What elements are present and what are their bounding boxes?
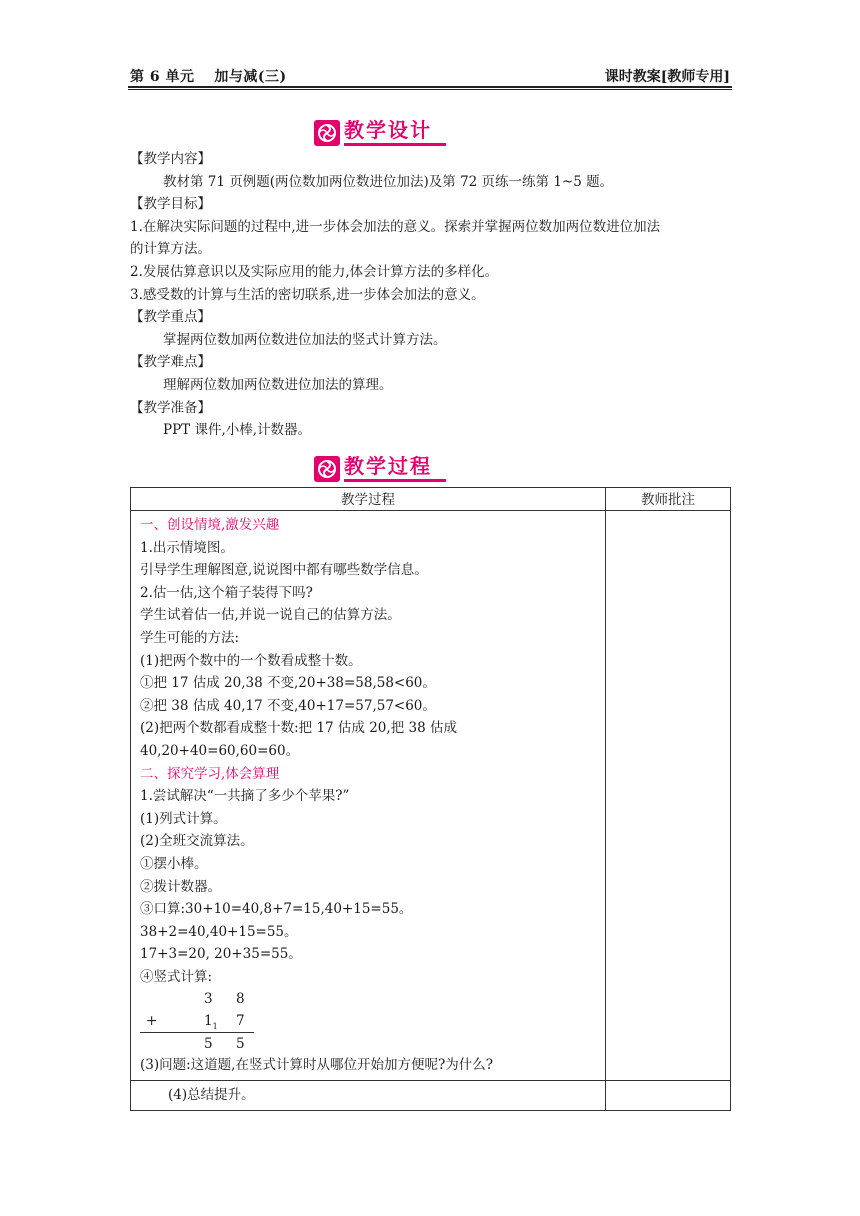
table-row — [131, 1081, 731, 1111]
column-header-process: 教学过程 — [131, 488, 606, 511]
process-line: 38+2=40,40+15=55。 — [140, 923, 298, 940]
process-line: (1)把两个数中的一个数看成整十数。 — [140, 652, 362, 669]
process-line: ②拨计数器。 — [140, 878, 221, 895]
section-banner-design — [314, 118, 446, 146]
goal-1-cont: 的计算方法。 — [130, 241, 211, 258]
digit: 1 — [204, 1013, 213, 1030]
section-1-title: 一、创设情境,激发兴趣 — [140, 517, 280, 533]
digit: 7 — [236, 1013, 245, 1030]
key-text: 掌握两位数加两位数进位加法的竖式计算方法。 — [163, 331, 447, 348]
section-title: 教学设计 — [344, 117, 446, 146]
swirl-logo-icon — [314, 120, 340, 146]
notes-cell — [606, 1081, 731, 1111]
process-line: 引导学生理解图意,说说图中都有哪些数学信息。 — [140, 562, 428, 579]
goal-1: 1.在解决实际问题的过程中,进一步体会加法的意义。探索并掌握两位数加两位数进位加法 — [130, 218, 661, 235]
digit: 3 — [204, 991, 213, 1008]
goal-2: 2.发展估算意识以及实际应用的能力,体会计算方法的多样化。 — [130, 263, 499, 280]
content-heading: 【教学内容】 — [130, 151, 211, 167]
digit: 5 — [236, 1036, 245, 1053]
process-line: 1.尝试解决“一共摘了多少个苹果?” — [140, 788, 350, 805]
section-2-title: 二、探究学习,体会算理 — [140, 765, 280, 782]
digit: 5 — [204, 1036, 213, 1053]
goal-3: 3.感受数的计算与生活的密切联系,进一步体会加法的意义。 — [130, 286, 485, 303]
digit: 8 — [236, 991, 245, 1008]
content-text: 教材第 71 页例题(两位数加两位数进位加法)及第 72 页练一练第 1~5 题。 — [163, 173, 614, 190]
notes-cell — [606, 511, 731, 1081]
process-cell — [131, 1081, 606, 1111]
process-line: 40,20+40=60,60=60。 — [140, 742, 300, 759]
key-heading: 【教学重点】 — [130, 309, 211, 326]
process-line: ①把 17 估成 20,38 不变,20+38=58,58<60。 — [140, 675, 436, 692]
process-line: 2.估一估,这个箱子装得下吗? — [140, 584, 313, 601]
process-line: 17+3=20, 20+35=55。 — [140, 946, 302, 963]
prep-heading: 【教学准备】 — [130, 399, 211, 416]
process-line: ③口算:30+10=40,8+7=15,40+15=55。 — [140, 901, 413, 918]
unit-title: 第 6 单元 加与减(三) — [130, 69, 287, 85]
table-header-row — [131, 488, 731, 511]
process-line: ①摆小棒。 — [140, 855, 208, 872]
process-line: (4)总结提升。 — [168, 1087, 255, 1104]
difficult-text: 理解两位数加两位数进位加法的算理。 — [163, 376, 393, 393]
section-title: 教学过程 — [344, 453, 446, 482]
process-line: ②把 38 估成 40,17 不变,40+17=57,57<60。 — [140, 697, 436, 714]
header-rule — [128, 86, 732, 88]
process-line: (3)问题:这道题,在竖式计算时从哪位开始加方便呢?为什么? — [140, 1057, 493, 1074]
process-line: 1.出示情境图。 — [140, 539, 234, 556]
process-line: 学生可能的方法: — [140, 629, 240, 646]
process-line: (2)全班交流算法。 — [140, 833, 254, 850]
table-row — [131, 511, 731, 1081]
header-rule-thin — [128, 89, 732, 90]
difficult-heading: 【教学难点】 — [130, 354, 211, 371]
prep-text: PPT 课件,小棒,计数器。 — [163, 422, 312, 439]
section-banner-process — [314, 454, 446, 482]
process-line: (2)把两个数都看成整十数:把 17 估成 20,把 38 估成 — [140, 720, 457, 737]
document-type: 课时教案[教师专用] — [604, 69, 730, 85]
process-line: ④竖式计算: — [140, 968, 213, 985]
vertical-calculation — [140, 988, 596, 1054]
design-content — [130, 148, 730, 442]
process-cell — [131, 511, 606, 1081]
carry-mark: 1 — [212, 1022, 218, 1032]
column-header-notes: 教师批注 — [606, 488, 731, 511]
swirl-logo-icon — [314, 456, 340, 482]
process-line: 学生试着估一估,并说一说自己的估算方法。 — [140, 607, 401, 624]
process-line: (1)列式计算。 — [140, 810, 227, 827]
digit-with-carry — [204, 1010, 218, 1035]
plus-sign: + — [146, 1013, 158, 1030]
goals-heading: 【教学目标】 — [130, 196, 211, 213]
process-table — [130, 487, 731, 1111]
